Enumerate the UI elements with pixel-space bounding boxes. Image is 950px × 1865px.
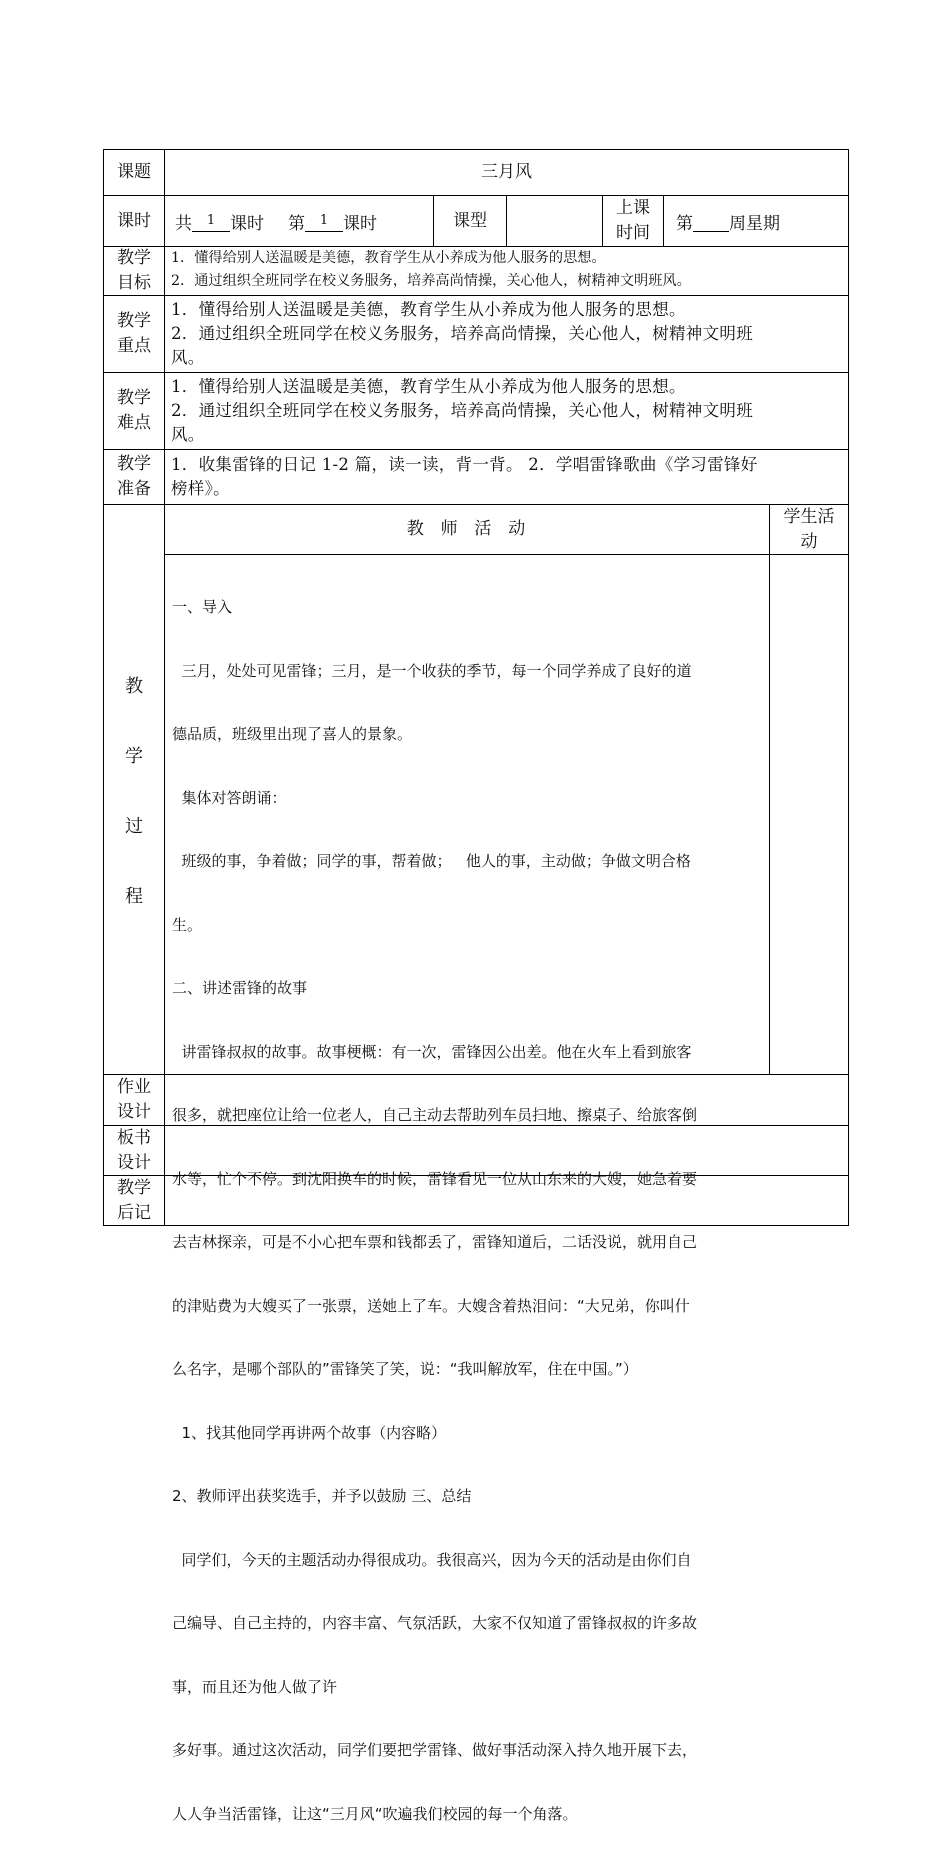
process-line: 集体对答朗诵： [172, 788, 287, 807]
board-label-line2: 设计 [117, 1152, 151, 1173]
total-prefix: 共 [175, 213, 192, 234]
goals-label-cell [103, 246, 165, 296]
process-line: 水等，忙个不停。到沈阳换车的时候，雷锋看见一位从山东来的大嫂，她急着要 [172, 1169, 698, 1188]
topic-label-cell [103, 149, 165, 196]
student-activity-content-cell [769, 554, 849, 1075]
key-points-label-cell [103, 295, 165, 373]
period-label: 课时 [117, 210, 151, 231]
difficulties-label-cell [103, 372, 165, 450]
reflection-label-cell [103, 1175, 165, 1226]
topic-value-cell [164, 149, 849, 196]
preparation-label-line1: 教学 [117, 454, 151, 474]
process-line: 很多，就把座位让给一位老人，自己主动去帮助列车员扫地、擦桌子、给旅客倒 [172, 1106, 698, 1124]
process-line: 事，而且还为他人做了许 [172, 1677, 338, 1696]
nth-suffix: 课时 [343, 213, 377, 234]
time-prefix: 第 [676, 213, 693, 234]
difficulties-label-line2: 难点 [117, 413, 151, 433]
total-periods-value: 1 [192, 211, 230, 232]
week-blank [693, 211, 729, 232]
goals-label-line1: 教学 [117, 248, 151, 268]
process-line: 三月，处处可见雷锋；三月，是一个收获的季节，每一个同学养成了良好的道 [172, 661, 692, 680]
key-points-label-line2: 重点 [117, 336, 151, 356]
reflection-content-cell [164, 1175, 849, 1226]
preparation-line-2: 榜样》。 [171, 479, 230, 498]
process-label-char-4: 程 [125, 885, 143, 907]
difficulties-content-cell [164, 372, 849, 450]
process-line: 多好事。通过这次活动，同学们要把学雷锋、做好事活动深入持久地开展下去， [172, 1741, 698, 1759]
time-label-line1: 上课 [616, 198, 650, 218]
type-label-cell [433, 195, 507, 247]
board-content-cell [164, 1125, 849, 1176]
type-value-cell [506, 195, 603, 247]
key-point-line-2: 2．通过组织全班同学在校义务服务，培养高尚情操，关心他人，树精神文明班 [171, 324, 753, 343]
homework-label-line2: 设计 [117, 1102, 151, 1122]
time-value-cell [663, 195, 849, 247]
process-line: 同学们，今天的主题活动办得很成功。我很高兴，因为今天的活动是由你们自 [172, 1550, 692, 1569]
homework-label-line1: 作业 [117, 1077, 151, 1097]
teacher-activity-header: 教 师 活 动 [406, 519, 528, 539]
key-point-line-1: 1．懂得给别人送温暖是美德，教育学生从小养成为他人服务的思想。 [171, 300, 686, 319]
process-line: 2、教师评出获奖选手，并予以鼓励 三、总结 [172, 1487, 472, 1505]
period-label-cell [103, 195, 165, 247]
nth-prefix: 第 [288, 213, 305, 234]
board-label-cell [103, 1125, 165, 1176]
period-count-cell [164, 195, 434, 247]
topic-title: 三月风 [481, 162, 532, 182]
teacher-activity-content-cell [164, 554, 770, 1823]
preparation-label-line2: 准备 [117, 479, 151, 499]
student-activity-header-cell [769, 504, 849, 555]
homework-label-cell [103, 1074, 165, 1126]
process-line: 1、找其他同学再讲两个故事（内容略） [172, 1423, 447, 1442]
process-line: 己编导、自己主持的，内容丰富、气氛活跃，大家不仅知道了雷锋叔叔的许多故 [172, 1614, 698, 1632]
process-line: 一、导入 [172, 598, 233, 616]
key-points-label-line1: 教学 [117, 311, 151, 331]
process-line: 么名字，是哪个部队的”雷锋笑了笑，说：“我叫解放军，住在中国。”） [172, 1360, 638, 1378]
time-suffix: 周星期 [729, 213, 780, 234]
preparation-line-1: 1．收集雷锋的日记 1-2 篇，读一读，背一背。 2．学唱雷锋歌曲《学习雷锋好 [171, 455, 758, 474]
reflection-label-line1: 教学 [117, 1177, 151, 1198]
process-line: 去吉林探亲，可是不小心把车票和钱都丢了，雷锋知道后，二话没说，就用自己 [172, 1233, 698, 1251]
time-label-cell [602, 195, 664, 247]
process-label-char-3: 过 [125, 815, 143, 837]
reflection-label-line2: 后记 [117, 1202, 151, 1223]
process-line: 德品质，班级里出现了喜人的景象。 [172, 725, 413, 743]
process-line: 讲雷锋叔叔的故事。故事梗概：有一次，雷锋因公出差。他在火车上看到旅客 [172, 1042, 692, 1061]
process-label-char-1: 教 [125, 675, 143, 697]
total-suffix: 课时 [230, 213, 264, 234]
process-line: 二、讲述雷锋的故事 [172, 979, 308, 997]
process-label-char-2: 学 [125, 745, 143, 767]
student-header-line1: 学生活 [783, 506, 835, 527]
teacher-activity-header-cell [164, 504, 770, 555]
preparation-label-cell [103, 449, 165, 505]
board-label-line1: 板书 [117, 1127, 151, 1148]
difficulties-label-line1: 教学 [117, 388, 151, 408]
goals-label-line2: 目标 [117, 273, 151, 293]
process-line: 班级的事，争着做；同学的事，帮着做； 他人的事，主动做；争做文明合格 [172, 852, 691, 870]
time-label-line2: 时间 [616, 223, 650, 243]
process-label-cell [103, 504, 165, 1075]
process-line: 的津贴费为大嫂买了一张票，送她上了车。大嫂含着热泪问：“大兄弟，你叫什 [172, 1296, 690, 1315]
difficulty-line-1: 1．懂得给别人送温暖是美德，教育学生从小养成为他人服务的思想。 [171, 377, 686, 396]
nth-period-value: 1 [305, 211, 343, 232]
type-label: 课型 [453, 210, 487, 231]
homework-content-cell [164, 1074, 849, 1126]
student-header-line2: 动 [800, 531, 818, 552]
key-point-line-3: 风。 [171, 348, 205, 367]
process-line: 生。 [172, 915, 203, 934]
difficulty-line-2: 2．通过组织全班同学在校义务服务，培养高尚情操，关心他人，树精神文明班 [171, 401, 753, 420]
process-line: 人人争当活雷锋，让这“三月风“吹遍我们校园的每一个角落。 [172, 1804, 578, 1823]
goal-line-2: 2．通过组织全班同学在校义务服务，培养高尚情操，关心他人，树精神文明班风。 [171, 273, 691, 289]
preparation-content-cell [164, 449, 849, 505]
goals-content-cell [164, 246, 849, 296]
key-points-content-cell [164, 295, 849, 373]
goal-line-1: 1．懂得给别人送温暖是美德，教育学生从小养成为他人服务的思想。 [171, 250, 606, 266]
difficulty-line-3: 风。 [171, 425, 205, 444]
topic-label: 课题 [117, 162, 151, 182]
